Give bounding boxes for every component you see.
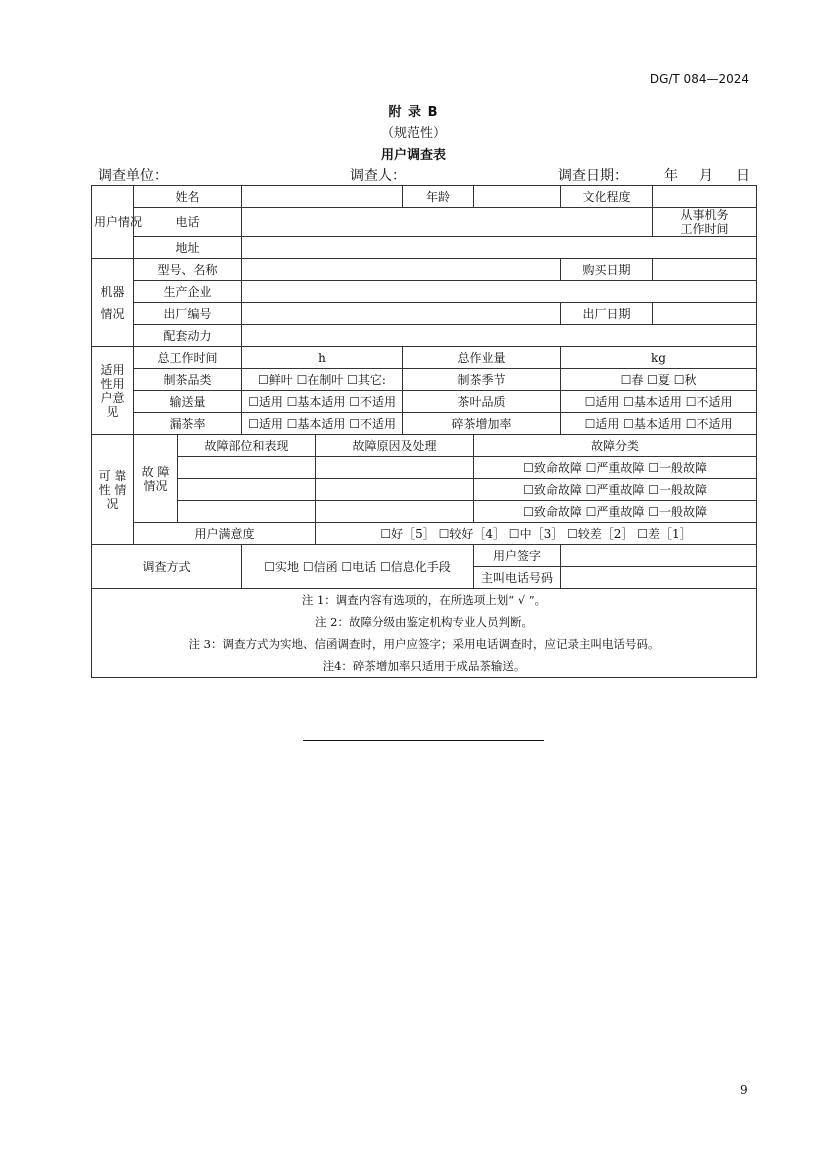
model-label: 型号、名称 (134, 259, 242, 281)
work-time-label: 从事机务 工作时间 (653, 208, 757, 237)
survey-info-row (98, 165, 748, 183)
name-field[interactable] (242, 186, 403, 208)
model-field[interactable] (242, 259, 561, 281)
factory-date-field[interactable] (653, 303, 757, 325)
fault-cause-field[interactable] (316, 501, 474, 523)
machine-section-label: 机器情况 (92, 259, 134, 347)
fault-class-options[interactable]: ☐致命故障 ☐严重故障 ☐一般故障 (474, 479, 757, 501)
fault-part-field[interactable] (178, 457, 316, 479)
fault-class-options[interactable]: ☐致命故障 ☐严重故障 ☐一般故障 (474, 501, 757, 523)
month-label: 月 (699, 168, 713, 184)
serial-label: 出厂编号 (134, 303, 242, 325)
survey-unit-label: 调查单位： (98, 168, 168, 184)
fault-part-field[interactable] (178, 501, 316, 523)
surveyor-label: 调查人： (350, 168, 406, 184)
document-code: DG/T 084—2024 (649, 72, 749, 86)
user-survey-table (91, 185, 757, 678)
caller-number-field[interactable] (561, 567, 757, 589)
quality-label: 茶叶品质 (403, 391, 561, 413)
name-label: 姓名 (134, 186, 242, 208)
manufacturer-field[interactable] (242, 281, 757, 303)
purchase-date-label: 购买日期 (561, 259, 653, 281)
opinion-section-label: 适用 性用 户意 见 (92, 347, 134, 435)
reliability-section-label: 可 靠 性 情 况 (92, 435, 134, 545)
note-4: 注4：碎茶增加率只适用于成品茶输送。 (322, 659, 526, 673)
phone-label: 电话 (134, 208, 242, 237)
address-label: 地址 (134, 237, 242, 259)
purchase-date-field[interactable] (653, 259, 757, 281)
broken-label: 碎茶增加率 (403, 413, 561, 435)
season-label: 制茶季节 (403, 369, 561, 391)
total-hours-label: 总工作时间 (134, 347, 242, 369)
satisfaction-label: 用户满意度 (134, 523, 316, 545)
survey-date-label: 调查日期： (558, 168, 628, 184)
tea-type-options[interactable]: ☐鲜叶 ☐在制叶 ☐其它: (242, 369, 403, 391)
factory-date-label: 出厂日期 (561, 303, 653, 325)
volume-label: 输送量 (134, 391, 242, 413)
note-1: 注 1：调查内容有选项的，在所选项上划“ √ ”。 (301, 593, 547, 607)
fault-part-header: 故障部位和表现 (178, 435, 316, 457)
fault-part-field[interactable] (178, 479, 316, 501)
phone-field[interactable] (242, 208, 653, 237)
broken-options[interactable]: ☐适用 ☐基本适用 ☐不适用 (561, 413, 757, 435)
education-label: 文化程度 (561, 186, 653, 208)
age-field[interactable] (474, 186, 561, 208)
age-label: 年龄 (403, 186, 474, 208)
note-2: 注 2：故障分级由鉴定机构专业人员判断。 (315, 615, 533, 629)
fault-cause-field[interactable] (316, 457, 474, 479)
appendix-type: （规范性） (380, 126, 446, 141)
education-field[interactable] (653, 186, 757, 208)
caller-number-label: 主叫电话号码 (474, 567, 561, 589)
day-label: 日 (736, 168, 750, 184)
form-title: 用户调查表 (380, 148, 446, 163)
signature-field[interactable] (561, 545, 757, 567)
appendix-title: 附 录 B (388, 105, 439, 120)
survey-method-options[interactable]: ☐实地 ☐信函 ☐电话 ☐信息化手段 (242, 545, 474, 589)
page-number: 9 (740, 1083, 748, 1097)
quality-options[interactable]: ☐适用 ☐基本适用 ☐不适用 (561, 391, 757, 413)
fault-label: 故 障 情况 (134, 435, 178, 523)
power-label: 配套动力 (134, 325, 242, 347)
season-options[interactable]: ☐春 ☐夏 ☐秋 (561, 369, 757, 391)
serial-field[interactable] (242, 303, 561, 325)
note-3: 注 3：调查方式为实地、信函调查时，用户应签字；采用电话调查时，应记录主叫电话号码。 (188, 637, 660, 651)
end-rule (303, 740, 544, 741)
manufacturer-label: 生产企业 (134, 281, 242, 303)
leak-label: 漏茶率 (134, 413, 242, 435)
satisfaction-options[interactable]: ☐好［5］ ☐较好［4］ ☐中［3］ ☐较差［2］ ☐差［1］ (316, 523, 757, 545)
user-section-label: 用户情况 (92, 186, 134, 259)
survey-method-label: 调查方式 (92, 545, 242, 589)
total-output-label: 总作业量 (403, 347, 561, 369)
power-field[interactable] (242, 325, 757, 347)
fault-class-header: 故障分类 (474, 435, 757, 457)
volume-options[interactable]: ☐适用 ☐基本适用 ☐不适用 (242, 391, 403, 413)
fault-cause-field[interactable] (316, 479, 474, 501)
address-field[interactable] (242, 237, 757, 259)
notes-cell (92, 589, 757, 678)
leak-options[interactable]: ☐适用 ☐基本适用 ☐不适用 (242, 413, 403, 435)
fault-cause-header: 故障原因及处理 (316, 435, 474, 457)
year-label: 年 (664, 168, 678, 184)
fault-class-options[interactable]: ☐致命故障 ☐严重故障 ☐一般故障 (474, 457, 757, 479)
signature-label: 用户签字 (474, 545, 561, 567)
tea-type-label: 制茶品类 (134, 369, 242, 391)
total-hours-field[interactable]: h (242, 347, 403, 369)
total-output-field[interactable]: kg (561, 347, 757, 369)
